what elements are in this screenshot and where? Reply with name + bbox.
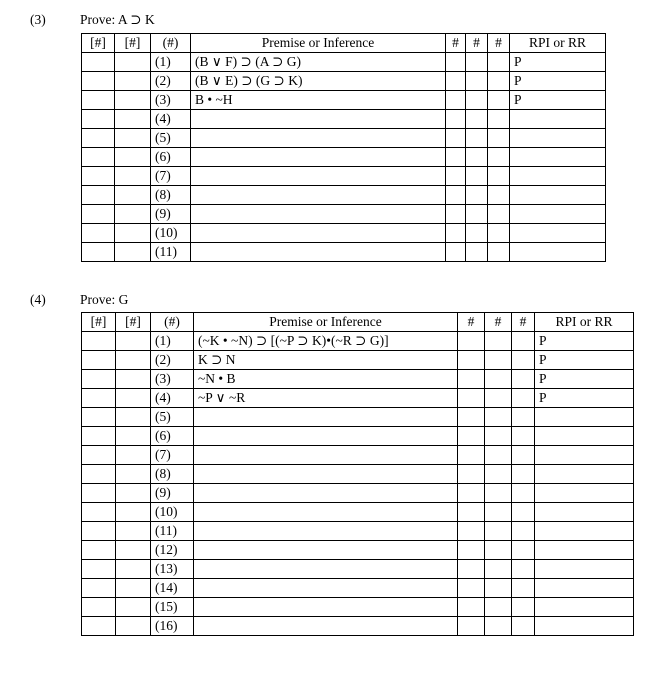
header-row xyxy=(82,313,634,332)
bracket1-cell xyxy=(82,370,116,389)
bracket1-cell xyxy=(82,598,116,617)
bracket1-cell xyxy=(82,129,115,148)
bracket1-cell xyxy=(82,91,115,110)
hash1-cell xyxy=(446,110,466,129)
rule-cell xyxy=(535,617,634,636)
hash2-cell xyxy=(466,72,488,91)
premise-cell: ~N • B xyxy=(194,370,458,389)
rule-cell: P xyxy=(535,332,634,351)
hash1-cell xyxy=(446,129,466,148)
bracket2-cell xyxy=(115,53,151,72)
bracket1-cell xyxy=(82,503,116,522)
rule-cell xyxy=(535,484,634,503)
hash3-cell xyxy=(488,205,510,224)
hash2-cell xyxy=(485,465,512,484)
bracket2-cell xyxy=(116,332,151,351)
line-number: (6) xyxy=(151,427,194,446)
hash1-cell xyxy=(458,427,485,446)
premise-cell xyxy=(194,408,458,427)
premise-cell xyxy=(194,522,458,541)
problem-number: (3) xyxy=(30,12,46,27)
premise-cell xyxy=(194,617,458,636)
hash1-cell xyxy=(458,503,485,522)
col-premise-header: Premise or Inference xyxy=(191,34,446,53)
col-hash3-header: # xyxy=(488,34,510,53)
proof-row xyxy=(82,446,634,465)
proof-row xyxy=(82,408,634,427)
proof-row xyxy=(82,243,606,262)
proof-row xyxy=(82,351,634,370)
col-bracket1-header: [#] xyxy=(82,313,116,332)
premise-cell xyxy=(191,186,446,205)
rule-cell xyxy=(535,408,634,427)
bracket1-cell xyxy=(82,427,116,446)
bracket2-cell xyxy=(116,484,151,503)
proof-row xyxy=(82,522,634,541)
hash1-cell xyxy=(458,465,485,484)
proof-row xyxy=(82,484,634,503)
col-rule-header: RPI or RR xyxy=(510,34,606,53)
rule-cell xyxy=(510,243,606,262)
hash1-cell xyxy=(458,598,485,617)
bracket2-cell xyxy=(116,560,151,579)
rule-cell: P xyxy=(535,351,634,370)
line-number: (4) xyxy=(151,110,191,129)
rule-cell xyxy=(510,148,606,167)
hash3-cell xyxy=(488,53,510,72)
premise-cell xyxy=(191,148,446,167)
line-number: (16) xyxy=(151,617,194,636)
col-hash3-header: # xyxy=(512,313,535,332)
premise-cell xyxy=(194,579,458,598)
bracket2-cell xyxy=(115,186,151,205)
hash2-cell xyxy=(466,167,488,186)
hash2-cell xyxy=(466,53,488,72)
bracket2-cell xyxy=(115,243,151,262)
bracket2-cell xyxy=(115,224,151,243)
hash1-cell xyxy=(446,205,466,224)
hash1-cell xyxy=(458,351,485,370)
line-number: (2) xyxy=(151,72,191,91)
hash1-cell xyxy=(446,72,466,91)
line-number: (10) xyxy=(151,503,194,522)
proof-row xyxy=(82,148,606,167)
premise-cell: K ⊃ N xyxy=(194,351,458,370)
hash3-cell xyxy=(512,351,535,370)
hash1-cell xyxy=(458,408,485,427)
hash2-cell xyxy=(466,110,488,129)
bracket2-cell xyxy=(115,205,151,224)
line-number: (6) xyxy=(151,148,191,167)
premise-cell: (B ∨ F) ⊃ (A ⊃ G) xyxy=(191,53,446,72)
hash3-cell xyxy=(512,427,535,446)
rule-cell: P xyxy=(535,370,634,389)
rule-cell xyxy=(535,427,634,446)
bracket1-cell xyxy=(82,579,116,598)
bracket1-cell xyxy=(82,332,116,351)
premise-cell xyxy=(191,205,446,224)
proof-row xyxy=(82,560,634,579)
proof-row xyxy=(82,110,606,129)
hash2-cell xyxy=(466,91,488,110)
hash3-cell xyxy=(512,541,535,560)
bracket2-cell xyxy=(115,110,151,129)
proof-row xyxy=(82,503,634,522)
proof-row xyxy=(82,598,634,617)
hash2-cell xyxy=(485,446,512,465)
problem-number: (4) xyxy=(30,292,46,307)
hash2-cell xyxy=(485,598,512,617)
proof-row xyxy=(82,370,634,389)
bracket2-cell xyxy=(116,579,151,598)
bracket1-cell xyxy=(82,53,115,72)
hash3-cell xyxy=(512,332,535,351)
bracket1-cell xyxy=(82,465,116,484)
bracket1-cell xyxy=(82,110,115,129)
rule-cell xyxy=(535,598,634,617)
hash2-cell xyxy=(466,205,488,224)
hash2-cell xyxy=(485,522,512,541)
bracket1-cell xyxy=(82,408,116,427)
col-line-header: (#) xyxy=(151,313,194,332)
hash2-cell xyxy=(466,224,488,243)
bracket1-cell xyxy=(82,389,116,408)
line-number: (11) xyxy=(151,243,191,262)
hash2-cell xyxy=(485,579,512,598)
bracket2-cell xyxy=(116,598,151,617)
line-number: (5) xyxy=(151,408,194,427)
hash3-cell xyxy=(512,389,535,408)
premise-cell: B • ~H xyxy=(191,91,446,110)
bracket1-cell xyxy=(82,243,115,262)
proof-row xyxy=(82,332,634,351)
hash1-cell xyxy=(458,332,485,351)
bracket2-cell xyxy=(116,427,151,446)
premise-cell xyxy=(191,167,446,186)
bracket1-cell xyxy=(82,72,115,91)
rule-cell xyxy=(510,167,606,186)
proof-row xyxy=(82,389,634,408)
col-hash1-header: # xyxy=(458,313,485,332)
hash2-cell xyxy=(485,389,512,408)
hash2-cell xyxy=(466,243,488,262)
hash1-cell xyxy=(458,541,485,560)
premise-cell xyxy=(194,541,458,560)
proof-row xyxy=(82,91,606,110)
line-number: (7) xyxy=(151,167,191,186)
hash1-cell xyxy=(446,91,466,110)
hash3-cell xyxy=(488,129,510,148)
hash3-cell xyxy=(488,243,510,262)
hash3-cell xyxy=(512,503,535,522)
hash1-cell xyxy=(458,446,485,465)
hash3-cell xyxy=(488,91,510,110)
hash2-cell xyxy=(485,560,512,579)
hash1-cell xyxy=(446,186,466,205)
hash1-cell xyxy=(446,167,466,186)
proof-row xyxy=(82,186,606,205)
hash2-cell xyxy=(485,408,512,427)
col-bracket2-header: [#] xyxy=(115,34,151,53)
premise-cell xyxy=(191,224,446,243)
bracket1-cell xyxy=(82,484,116,503)
prove-goal: Prove: A ⊃ K xyxy=(80,12,155,27)
proof-row xyxy=(82,205,606,224)
bracket1-cell xyxy=(82,351,116,370)
col-line-header: (#) xyxy=(151,34,191,53)
rule-cell: P xyxy=(535,389,634,408)
line-number: (13) xyxy=(151,560,194,579)
col-hash2-header: # xyxy=(485,313,512,332)
proof-row xyxy=(82,72,606,91)
prove-goal: Prove: G xyxy=(80,292,129,307)
hash1-cell xyxy=(446,224,466,243)
line-number: (3) xyxy=(151,370,194,389)
hash2-cell xyxy=(485,541,512,560)
line-number: (2) xyxy=(151,351,194,370)
hash3-cell xyxy=(488,110,510,129)
hash1-cell xyxy=(458,484,485,503)
bracket1-cell xyxy=(82,205,115,224)
bracket2-cell xyxy=(116,541,151,560)
proof-row xyxy=(82,129,606,148)
hash3-cell xyxy=(512,370,535,389)
rule-cell xyxy=(510,186,606,205)
rule-cell: P xyxy=(510,53,606,72)
premise-cell xyxy=(194,446,458,465)
hash1-cell xyxy=(458,617,485,636)
bracket1-cell xyxy=(82,148,115,167)
col-premise-header: Premise or Inference xyxy=(194,313,458,332)
bracket2-cell xyxy=(116,446,151,465)
line-number: (5) xyxy=(151,129,191,148)
col-hash1-header: # xyxy=(446,34,466,53)
bracket2-cell xyxy=(115,167,151,186)
line-number: (8) xyxy=(151,465,194,484)
hash3-cell xyxy=(488,148,510,167)
rule-cell xyxy=(535,560,634,579)
bracket2-cell xyxy=(115,148,151,167)
hash3-cell xyxy=(512,560,535,579)
hash2-cell xyxy=(485,332,512,351)
rule-cell xyxy=(535,541,634,560)
line-number: (8) xyxy=(151,186,191,205)
proof-row xyxy=(82,53,606,72)
proof-row xyxy=(82,167,606,186)
premise-cell xyxy=(194,560,458,579)
rule-cell xyxy=(510,129,606,148)
line-number: (15) xyxy=(151,598,194,617)
rule-cell xyxy=(535,522,634,541)
rule-cell xyxy=(535,579,634,598)
line-number: (14) xyxy=(151,579,194,598)
premise-cell xyxy=(191,243,446,262)
rule-cell xyxy=(510,224,606,243)
rule-cell xyxy=(535,465,634,484)
line-number: (10) xyxy=(151,224,191,243)
hash2-cell xyxy=(485,427,512,446)
hash2-cell xyxy=(485,370,512,389)
hash2-cell xyxy=(485,503,512,522)
header-row xyxy=(82,34,606,53)
bracket1-cell xyxy=(82,224,115,243)
hash1-cell xyxy=(458,522,485,541)
hash3-cell xyxy=(512,579,535,598)
bracket1-cell xyxy=(82,617,116,636)
premise-cell xyxy=(194,503,458,522)
hash2-cell xyxy=(485,351,512,370)
rule-cell xyxy=(535,446,634,465)
bracket2-cell xyxy=(116,522,151,541)
bracket2-cell xyxy=(115,91,151,110)
bracket2-cell xyxy=(116,617,151,636)
proof-row xyxy=(82,465,634,484)
hash1-cell xyxy=(446,148,466,167)
hash3-cell xyxy=(512,446,535,465)
line-number: (9) xyxy=(151,205,191,224)
hash1-cell xyxy=(458,579,485,598)
rule-cell xyxy=(535,503,634,522)
line-number: (3) xyxy=(151,91,191,110)
bracket1-cell xyxy=(82,522,116,541)
bracket1-cell xyxy=(82,560,116,579)
premise-cell: ~P ∨ ~R xyxy=(194,389,458,408)
line-number: (11) xyxy=(151,522,194,541)
line-number: (12) xyxy=(151,541,194,560)
premise-cell xyxy=(194,484,458,503)
rule-cell xyxy=(510,110,606,129)
proof-row xyxy=(82,617,634,636)
premise-cell xyxy=(194,427,458,446)
hash3-cell xyxy=(512,484,535,503)
bracket1-cell xyxy=(82,541,116,560)
hash2-cell xyxy=(466,129,488,148)
hash3-cell xyxy=(512,598,535,617)
premise-cell: (B ∨ E) ⊃ (G ⊃ K) xyxy=(191,72,446,91)
rule-cell xyxy=(510,205,606,224)
bracket1-cell xyxy=(82,446,116,465)
hash2-cell xyxy=(485,617,512,636)
line-number: (9) xyxy=(151,484,194,503)
proof-row xyxy=(82,579,634,598)
rule-cell: P xyxy=(510,72,606,91)
bracket2-cell xyxy=(115,129,151,148)
premise-cell xyxy=(194,465,458,484)
col-rule-header: RPI or RR xyxy=(535,313,634,332)
hash3-cell xyxy=(512,465,535,484)
hash3-cell xyxy=(488,167,510,186)
hash2-cell xyxy=(466,186,488,205)
hash3-cell xyxy=(512,408,535,427)
line-number: (1) xyxy=(151,53,191,72)
hash1-cell xyxy=(446,53,466,72)
col-hash2-header: # xyxy=(466,34,488,53)
bracket2-cell xyxy=(116,389,151,408)
col-bracket2-header: [#] xyxy=(116,313,151,332)
proof-row xyxy=(82,541,634,560)
rule-cell: P xyxy=(510,91,606,110)
premise-cell xyxy=(191,129,446,148)
hash1-cell xyxy=(446,243,466,262)
proof-table xyxy=(81,33,606,262)
premise-cell: (~K • ~N) ⊃ [(~P ⊃ K)•(~R ⊃ G)] xyxy=(194,332,458,351)
bracket1-cell xyxy=(82,167,115,186)
proof-table xyxy=(81,312,634,636)
hash1-cell xyxy=(458,560,485,579)
hash3-cell xyxy=(512,617,535,636)
bracket2-cell xyxy=(116,351,151,370)
hash3-cell xyxy=(488,224,510,243)
col-bracket1-header: [#] xyxy=(82,34,115,53)
premise-cell xyxy=(191,110,446,129)
premise-cell xyxy=(194,598,458,617)
bracket2-cell xyxy=(116,370,151,389)
hash1-cell xyxy=(458,389,485,408)
line-number: (7) xyxy=(151,446,194,465)
line-number: (1) xyxy=(151,332,194,351)
bracket2-cell xyxy=(115,72,151,91)
hash3-cell xyxy=(512,522,535,541)
hash2-cell xyxy=(466,148,488,167)
proof-row xyxy=(82,224,606,243)
proof-row xyxy=(82,427,634,446)
bracket2-cell xyxy=(116,408,151,427)
bracket2-cell xyxy=(116,465,151,484)
bracket2-cell xyxy=(116,503,151,522)
line-number: (4) xyxy=(151,389,194,408)
hash2-cell xyxy=(485,484,512,503)
hash1-cell xyxy=(458,370,485,389)
hash3-cell xyxy=(488,72,510,91)
hash3-cell xyxy=(488,186,510,205)
bracket1-cell xyxy=(82,186,115,205)
